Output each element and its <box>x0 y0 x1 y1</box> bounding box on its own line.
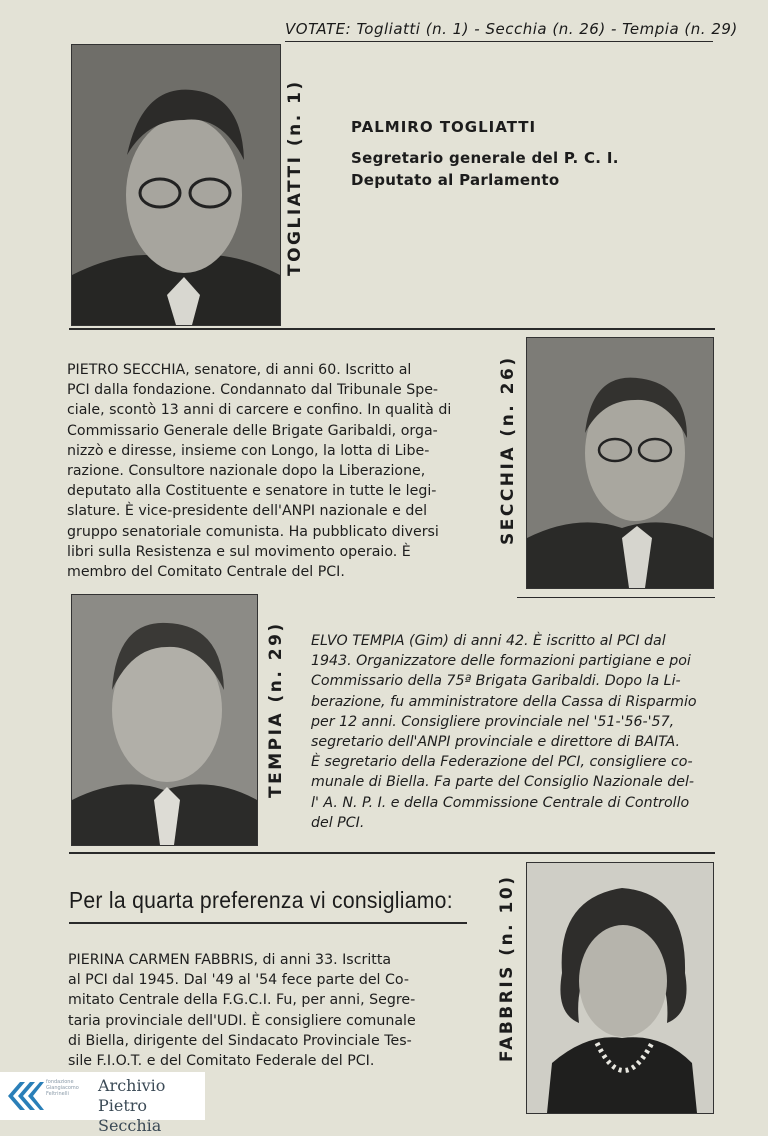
bio-line: berazione, fu amministratore della Cassa di Risparmio <box>311 693 697 710</box>
archive-foundation-text: fondazione Giangiacomo Feltrinelli <box>46 1079 79 1097</box>
bio-line: 1943. Organizzatore delle formazioni partigiane e poi <box>311 653 691 670</box>
archive-title-line2: Pietro Secchia <box>98 1096 162 1135</box>
bio-line: del PCI. <box>311 814 365 831</box>
archive-title-line1: Archivio <box>98 1076 166 1095</box>
togliatti-name: PALMIRO TOGLIATTI <box>351 118 537 136</box>
bio-line: al PCI dal 1945. Dal '49 al '54 fece parte del Co- <box>68 972 409 989</box>
secchia-bio <box>67 360 474 582</box>
bio-line: È segretario della Federazione del PCI, consigliere co- <box>311 754 693 771</box>
bio-line: ciale, scontò 13 anni di carcere e confino. In qualità di <box>67 402 452 419</box>
bio-line: munale di Biella. Fa parte del Consiglio Nazionale del- <box>311 774 695 791</box>
fabbris-vertical-label: FABBRIS (n. 10) <box>497 874 517 1062</box>
section-divider-1 <box>69 328 715 330</box>
bio-line: membro del Comitato Centrale del PCI. <box>67 564 345 581</box>
page-header: VOTATE: Togliatti (n. 1) - Secchia (n. 26) - Tempia (n. 29) <box>285 20 738 38</box>
tempia-bio <box>311 631 714 833</box>
togliatti-vertical-label: TOGLIATTI (n. 1) <box>285 79 305 276</box>
bio-line: gruppo senatoriale comunista. Ha pubblicato diversi <box>67 523 439 540</box>
secchia-photo <box>526 337 714 589</box>
preference-underline <box>69 922 467 924</box>
togliatti-role-line2: Deputato al Parlamento <box>351 171 560 189</box>
bio-line: libri sulla Resistenza e sul movimento operaio. È <box>67 543 411 560</box>
fabbris-bio <box>68 950 472 1071</box>
bio-line: PIETRO SECCHIA, senatore, di anni 60. Iscritto al <box>67 362 412 378</box>
section-divider-2 <box>517 597 715 598</box>
bio-line: l' A. N. P. I. e della Commissione Centrale di Controllo <box>311 794 690 811</box>
bio-line: per 12 anni. Consigliere provinciale nel '51-'56-'57, <box>311 713 675 730</box>
bio-line: segretario dell'ANPI provinciale e direttore di BAITA. <box>311 734 681 751</box>
bio-line: Commissario della 75ª Brigata Garibaldi. Dopo la Li- <box>311 673 681 690</box>
tempia-photo <box>71 594 258 846</box>
bio-line: sile F.I.O.T. e del Comitato Federale del PCI. <box>68 1053 375 1070</box>
bio-line: deputato alla Costituente e senatore in tutte le legi- <box>67 483 437 500</box>
togliatti-photo <box>71 44 281 326</box>
section-divider-3 <box>69 852 715 854</box>
bio-line: slature. È vice-presidente dell'ANPI nazionale e del <box>67 503 428 520</box>
bio-line: ELVO TEMPIA (Gim) di anni 42. È iscritto al PCI dal <box>311 633 666 649</box>
bio-line: nizzò e diresse, insieme con Longo, la lotta di Libe- <box>67 442 430 459</box>
bio-line: di Biella, dirigente del Sindacato Provinciale Tes- <box>68 1032 412 1049</box>
bio-line: PCI dalla fondazione. Condannato dal Tribunale Spe- <box>67 382 439 399</box>
archive-title <box>98 1076 205 1136</box>
secchia-vertical-label: SECCHIA (n. 26) <box>498 355 518 545</box>
chevrons-icon <box>6 1080 44 1116</box>
header-rule <box>285 41 713 42</box>
preference-heading: Per la quarta preferenza vi consigliamo: <box>69 887 453 913</box>
bio-line: mitato Centrale della F.G.C.I. Fu, per anni, Segre- <box>68 992 416 1009</box>
tempia-vertical-label: TEMPIA (n. 29) <box>266 621 286 798</box>
togliatti-role-line1: Segretario generale del P. C. I. <box>351 149 619 167</box>
bio-line: taria provinciale dell'UDI. È consigliere comunale <box>68 1012 416 1029</box>
bio-line: Commissario Generale delle Brigate Garibaldi, orga- <box>67 422 438 439</box>
bio-line: PIERINA CARMEN FABBRIS, di anni 33. Iscritta <box>68 952 392 968</box>
bio-line: razione. Consultore nazionale dopo la Liberazione, <box>67 463 426 480</box>
archive-watermark <box>0 1072 205 1135</box>
fabbris-photo <box>526 862 714 1114</box>
